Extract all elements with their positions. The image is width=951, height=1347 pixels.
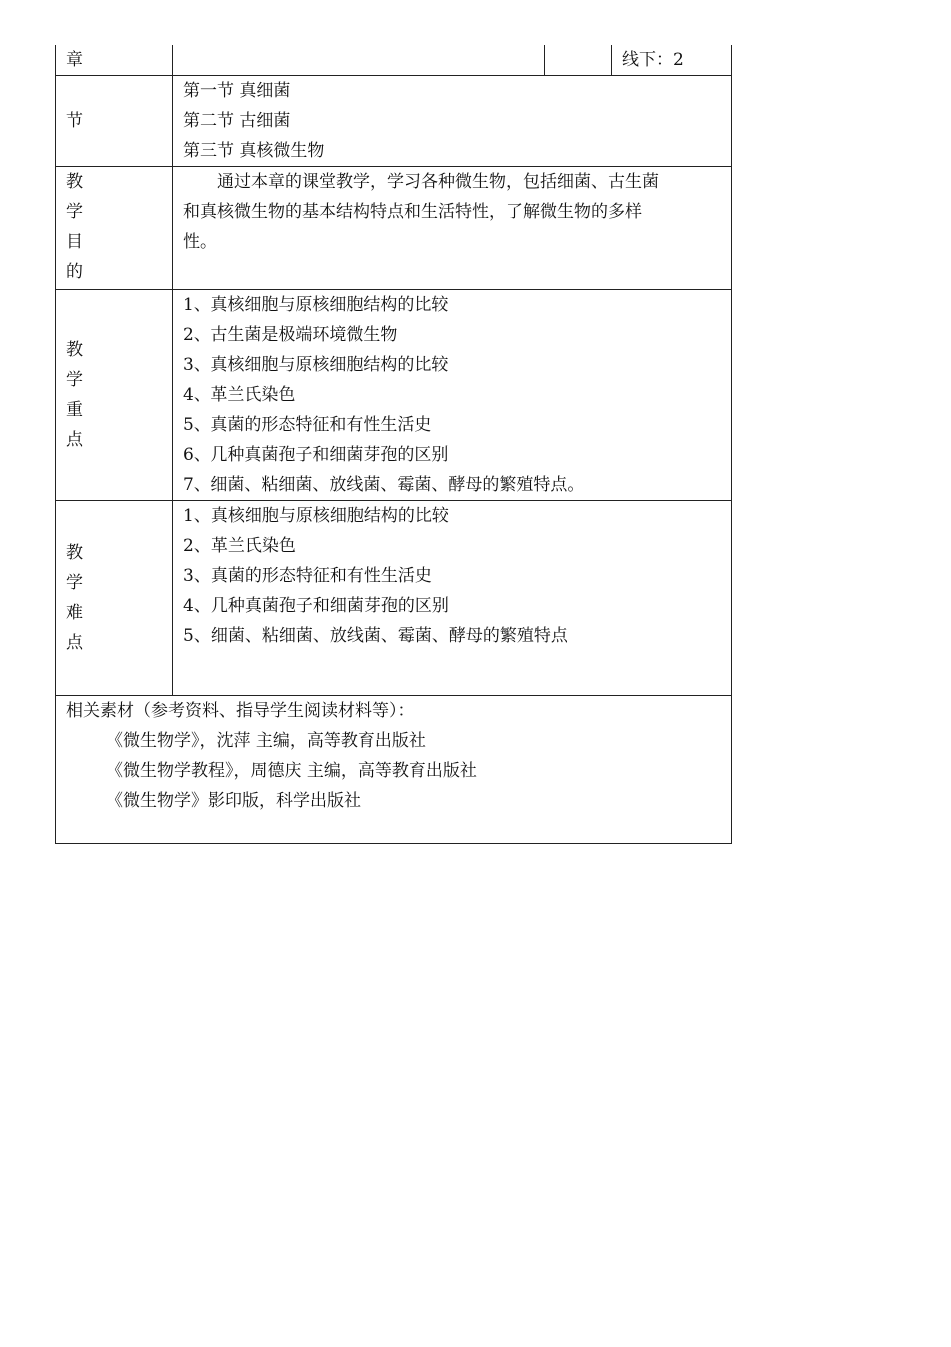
section-item: 第三节 真核微生物 bbox=[183, 141, 325, 161]
difficulties-label-char: 难 bbox=[66, 603, 83, 623]
teaching-plan-table bbox=[55, 45, 732, 844]
key-points-label-char: 学 bbox=[66, 370, 83, 390]
chapter-blank-cell bbox=[545, 45, 612, 76]
resources-content bbox=[56, 696, 732, 844]
key-points-label-char: 点 bbox=[66, 430, 83, 450]
objectives-label-char: 教 bbox=[66, 172, 83, 192]
objectives-row bbox=[56, 167, 732, 290]
sections-label: 节 bbox=[56, 76, 173, 167]
difficulties-label-char: 学 bbox=[66, 573, 83, 593]
sections-row bbox=[56, 76, 732, 167]
sections-content bbox=[173, 76, 732, 167]
key-point-item: 7、 细菌、粘细菌、放线菌、霉菌、酵母的繁殖特点。 bbox=[183, 475, 585, 495]
chapter-title-cell bbox=[173, 45, 545, 76]
objectives-label bbox=[56, 167, 173, 290]
objectives-label-char: 的 bbox=[66, 262, 83, 282]
chapter-row bbox=[56, 45, 732, 76]
difficulties-label bbox=[56, 501, 173, 696]
objectives-label-char: 学 bbox=[66, 202, 83, 222]
difficulty-item: 2、革兰氏染色 bbox=[183, 536, 296, 556]
resource-item: 《微生物学》影印版，科学出版社 bbox=[106, 791, 361, 811]
key-point-item: 4、 革兰氏染色 bbox=[183, 385, 296, 405]
objectives-content bbox=[173, 167, 732, 290]
key-points-label bbox=[56, 290, 173, 501]
difficulties-row bbox=[56, 501, 732, 696]
key-point-item: 5、 真菌的形态特征和有性生活史 bbox=[183, 415, 432, 435]
section-item: 第一节 真细菌 bbox=[183, 81, 291, 101]
key-points-label-char: 重 bbox=[66, 400, 83, 420]
difficulties-content bbox=[173, 501, 732, 696]
key-point-item: 6、 几种真菌孢子和细菌芽孢的区别 bbox=[183, 445, 449, 465]
chapter-label: 章 bbox=[56, 45, 173, 76]
hours-value: 线下：2 bbox=[612, 45, 732, 76]
section-item: 第二节 古细菌 bbox=[183, 111, 291, 131]
objectives-text-line: 性。 bbox=[183, 232, 217, 252]
difficulties-label-char: 点 bbox=[66, 633, 83, 653]
key-point-item: 3、 真核细胞与原核细胞结构的比较 bbox=[183, 355, 449, 375]
difficulty-item: 3、真菌的形态特征和有性生活史 bbox=[183, 566, 432, 586]
difficulty-item: 1、真核细胞与原核细胞结构的比较 bbox=[183, 506, 449, 526]
resources-row bbox=[56, 696, 732, 844]
resource-item: 《微生物学》，沈萍 主编，高等教育出版社 bbox=[106, 731, 426, 751]
key-point-item: 1、 真核细胞与原核细胞结构的比较 bbox=[183, 295, 449, 315]
difficulty-item: 4、几种真菌孢子和细菌芽孢的区别 bbox=[183, 596, 449, 616]
objectives-text-line: 通过本章的课堂教学，学习各种微生物，包括细菌、古生菌 bbox=[217, 172, 659, 192]
key-points-label-char: 教 bbox=[66, 340, 83, 360]
objectives-label-char: 目 bbox=[66, 232, 83, 252]
objectives-text-line: 和真核微生物的基本结构特点和生活特性，了解微生物的多样 bbox=[183, 202, 642, 222]
key-points-content bbox=[173, 290, 732, 501]
resource-item: 《微生物学教程》，周德庆 主编，高等教育出版社 bbox=[106, 761, 477, 781]
key-point-item: 2、 古生菌是极端环境微生物 bbox=[183, 325, 398, 345]
difficulty-item: 5、细菌、粘细菌、放线菌、霉菌、酵母的繁殖特点 bbox=[183, 626, 568, 646]
resources-heading: 相关素材（参考资料、指导学生阅读材料等）： bbox=[66, 701, 415, 721]
key-points-row bbox=[56, 290, 732, 501]
difficulties-label-char: 教 bbox=[66, 543, 83, 563]
